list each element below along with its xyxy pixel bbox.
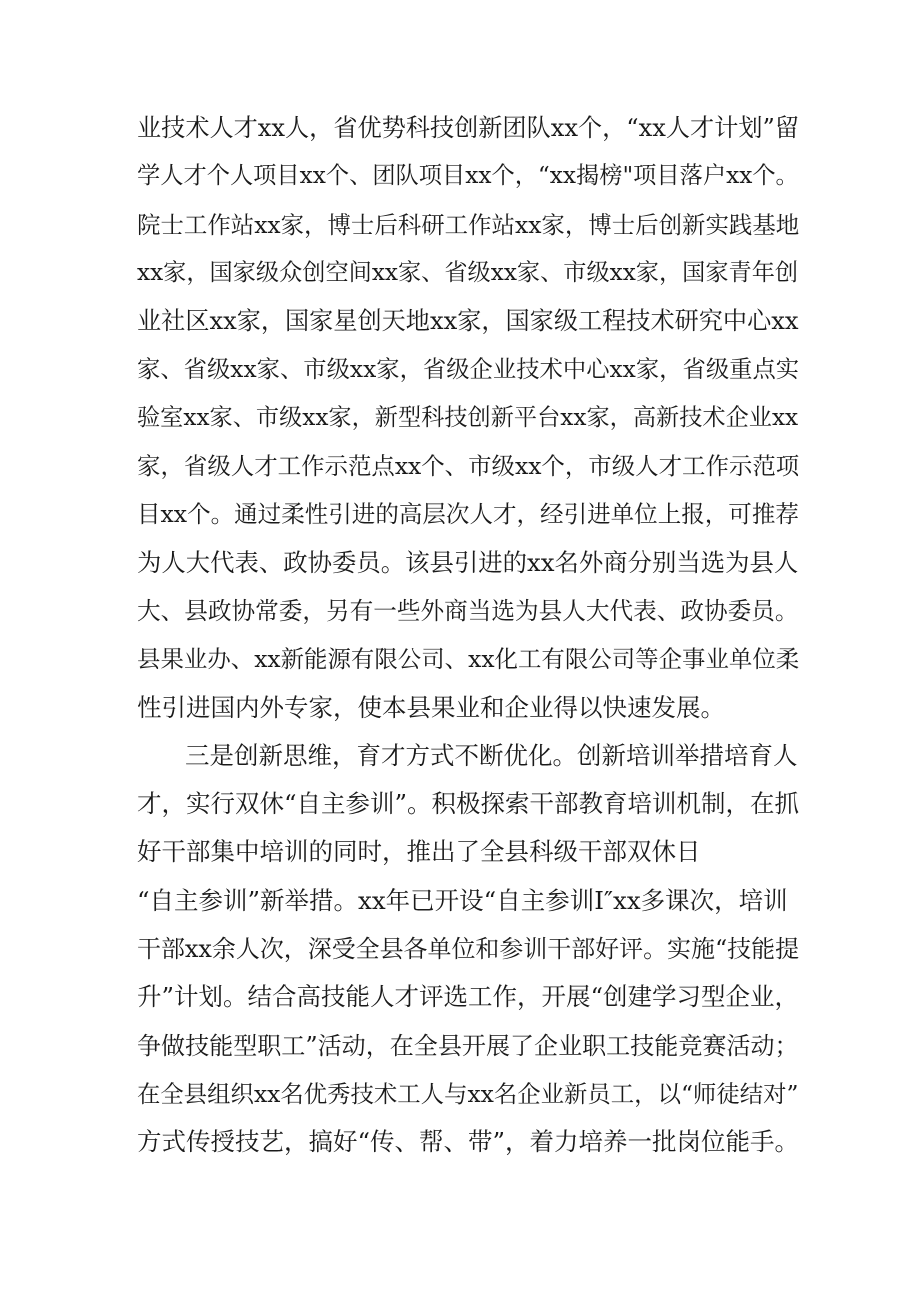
text-line: 目xx个。通过柔性引进的高层次人才，经引进单位上报，可推荐 <box>137 500 799 529</box>
text-line: 争做技能型职工”活动，在全县开展了企业职工技能竞赛活动； <box>137 1031 799 1060</box>
text-line: 在全县组织xx名优秀技术工人与xx名企业新员工，以“师徒结对” <box>137 1079 799 1108</box>
text-line: 干部xx余人次，深受全县各单位和参训干部好评。实施“技能提 <box>137 935 800 964</box>
body-text <box>137 104 800 1167</box>
text-line: 业社区xx家，国家星创天地xx家，国家级工程技术研究中心xx <box>137 307 799 336</box>
text-line: 院士工作站xx家，博士后科研工作站xx家，博士后创新实践基地 <box>137 210 800 239</box>
text-line: 性引进国内外专家，使本县果业和企业得以快速发展。 <box>137 692 725 722</box>
text-line: 学人才个人项目xx个、团队项目xx个，“xx揭榜"项目落户xx个。 <box>137 162 799 190</box>
text-line: 好干部集中培训的同时，推出了全县科级干部双休日 <box>137 837 701 867</box>
text-line: 才，实行双休“自主参训”。积极探索干部教育培训机制，在抓 <box>137 789 800 819</box>
text-line: xx家，国家级众创空间xx家、省级xx家、市级xx家，国家青年创 <box>137 258 799 286</box>
paragraph-start-line: 三是创新思维，育才方式不断优化。创新培训举措培育人 <box>185 740 798 770</box>
text-line: 家、省级xx家、市级xx家，省级企业技术中心xx家，省级重点实 <box>137 355 800 384</box>
text-line: 为人大代表、政协委员。该县引进的xx名外商分别当选为县人 <box>137 547 799 577</box>
text-line: 大、县政协常委，另有一些外商当选为县人大代表、政协委员。 <box>137 596 799 625</box>
text-line: 升”计划。结合高技能人才评选工作，开展“创建学习型企业， <box>137 982 800 1012</box>
text-line: 验室xx家、市级xx家，新型科技创新平台xx家，高新技术企业xx <box>137 403 799 431</box>
text-line: 方式传授技艺，搞好“传、帮、带”，着力培养一批岗位能手。 <box>137 1127 800 1157</box>
text-line: 业技术人才xx人，省优势科技创新团队xx个，“xx人才计划”留 <box>137 114 800 142</box>
text-line: 家，省级人才工作示范点xx个、市级xx个，市级人才工作示范项 <box>137 452 800 481</box>
text-line: 县果业办、xx新能源有限公司、xx化工有限公司等企事业单位柔 <box>137 645 800 674</box>
text-line: “自主参训”新举措。xx年已开设“自主参训I″xx多课次，培训 <box>137 885 788 915</box>
